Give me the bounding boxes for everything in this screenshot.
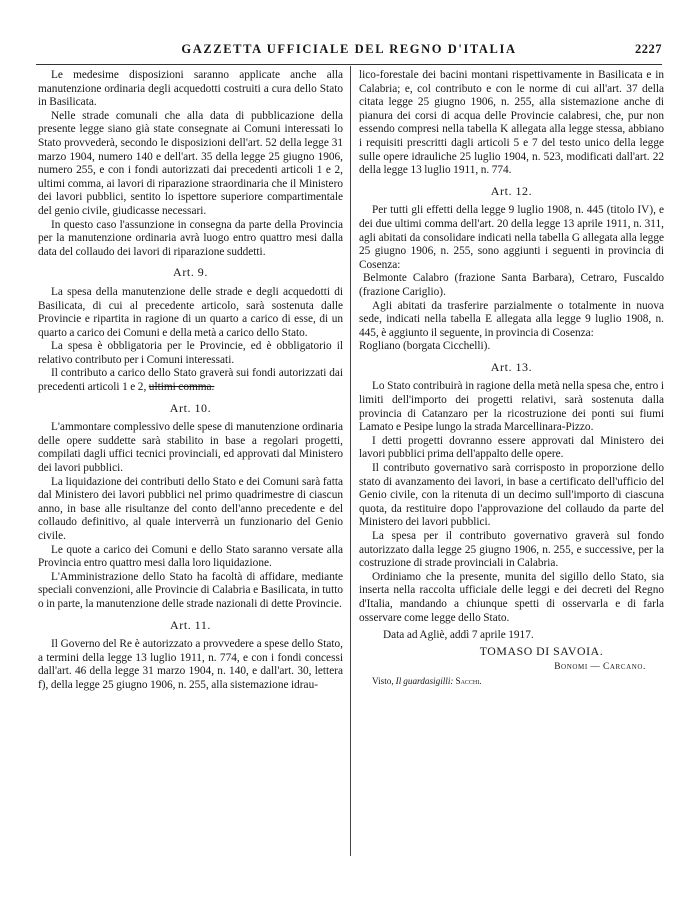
struck-text: ultimi comma. xyxy=(148,381,215,394)
paragraph: Belmonte Calabro (frazione Santa Barbara), Cetraro, Fuscaldo (frazione Cariglio). xyxy=(359,272,664,298)
page-number: 2227 xyxy=(635,42,662,56)
paragraph: La spesa per il contributo governativo graverà sul fondo autorizzato dalla legge 25 giugno 1906, n. 255, e successive, per la costruzione di strade provinciali in Calabria. xyxy=(359,530,664,570)
paragraph: La spesa è obbligatoria per le Provincie, ed è obbligatorio il relativo contributo per i Comuni interessati. xyxy=(38,340,343,366)
header-rule xyxy=(36,64,662,65)
article-heading: Art. 11. xyxy=(169,617,212,632)
paragraph: Le medesime disposizioni saranno applicate anche alla manutenzione ordinaria degli acquedotti costruiti a cura dello Stato in Basilicata. xyxy=(38,69,343,109)
article-heading: Art. 13. xyxy=(490,359,533,374)
signature-line: TOMASO DI SAVOIA. xyxy=(479,643,604,658)
paragraph: Rogliano (borgata Cicchelli). xyxy=(359,340,491,353)
gazette-title: GAZZETTA UFFICIALE DEL REGNO D'ITALIA xyxy=(181,42,517,56)
article-heading: Art. 9. xyxy=(173,265,208,280)
paragraph: In questo caso l'assunzione in consegna da parte della Provincia per la manutenzione ordinaria avrà luogo entro quattro mesi dalla data del collaudo dei lavori di riparazione suddetti. xyxy=(38,218,343,258)
left-column xyxy=(38,69,343,693)
visto-name: Sacchi. xyxy=(453,675,482,686)
paragraph: Lo Stato contribuirà in ragione della metà nella spesa che, entro i limiti dell'importo dei progetti relativi, sarà sostenuta dalla provincia di Catanzaro per la ricostruzione dei ponti sui fiumi Lamato e Pesipe lungo la strada Marcellinara-Pizzo. xyxy=(359,380,664,434)
paragraph: Nelle strade comunali che alla data di pubblicazione della presente legge siano già state consegnate ai Comuni interessati lo Stato provvederà, secondo le disposizioni dell'art. 52 della legge 31 marzo 1904, numero 140 e dell'art. 35 della legge 25 giugno 1906, numero 255, e con i fondi autorizzati dai precedenti articoli 1 e 2, ultimi comma, ai lavori di riparazione straordinaria che il Ministero dei lavori pubblici, sentito lo ispettore superiore compartimentale del genio civile, giudicasse necessari. xyxy=(38,109,343,217)
visto-prefix: Visto, xyxy=(372,675,396,686)
column-divider xyxy=(350,66,351,856)
paragraph: Il contributo governativo sarà corrisposto in proporzione dello stato di avanzamento dei lavori, in base a certificato dell'ufficio del Genio civile, con la ritenuta di un decimo sull'importo di ciascuna quota, da restituire dopo l'approvazione del collaudo da parte del Ministero dei lavori pubblici. xyxy=(359,462,664,529)
paragraph: L'Amministrazione dello Stato ha facoltà di affidare, mediante speciali convenzioni, alle Provincie di Calabria e Basilicata, in tutto o in parte, la manutenzione delle strade nazionali di dette Provincie. xyxy=(38,570,343,610)
paragraph: La liquidazione dei contributi dello Stato e dei Comuni sarà fatta dal Ministero dei lavori pubblici nel primo quadrimestre di ciascun anno, in base alle risultanze del conto dell'anno precedente e del collaudo definitivo, al quale interverrà un funzionario del Genio civile. xyxy=(38,475,343,542)
paragraph-text: Il contributo a carico dello Stato graverà sui fondi autorizzati dai precedenti articoli 1 e 2, xyxy=(38,367,343,394)
paragraph xyxy=(38,367,343,394)
paragraph: Agli abitati da trasferire parzialmente o totalmente in nuova sede, indicati nella tabella E allegata alla legge 9 luglio 1908, n. 445, è aggiunto il seguente, in provincia di Cosenza: xyxy=(359,299,664,339)
article-heading: Art. 10. xyxy=(169,400,212,415)
paragraph: Ordiniamo che la presente, munita del sigillo dello Stato, sia inserta nella raccolta ufficiale delle leggi e dei decreti del Regno d'Italia, mandando a chiunque spetti di osservarla e di farla osservare come legge dello Stato. xyxy=(359,570,664,624)
paragraph: La spesa della manutenzione delle strade e degli acquedotti di Basilicata, di cui al precedente articolo, sarà sostenuta dalle Provincie e ripartita in ragione di un quarto a carico di esse, di un quarto a carico dei Comuni e della metà a carico dello Stato. xyxy=(38,285,343,339)
paragraph-continuation: lico-forestale dei bacini montani rispettivamente in Basilicata e in Calabria; e, col contributo e con le norme di cui all'art. 37 della citata legge 25 giugno 1906, n. 255, alla sistemazione anche di pianura dei corsi di acqua delle Provincie calabresi, che, pur non essendo compresi nella tabella K allegata alla legge stessa, abbiano i requisiti prescritti dagli articoli 5 e 7 del testo unico della legge sulle opere idrauliche 25 luglio 1904, n. 523, modificati dall'art. 22 della legge 13 luglio 1911, n. 774. xyxy=(359,69,664,177)
article-heading: Art. 12. xyxy=(490,183,533,198)
countersignatures: Bonomi — Carcano. xyxy=(554,662,646,673)
visto-line xyxy=(359,675,664,689)
paragraph: L'ammontare complessivo delle spese di manutenzione ordinaria delle opere suddette sarà stabilito in base a regolari progetti, compilati dagli uffici tecnici provinciali, ed approvati dal Ministero dei lavori pubblici. xyxy=(38,421,343,475)
paragraph: Per tutti gli effetti della legge 9 luglio 1908, n. 445 (titolo IV), e dei due ultimi comma dell'art. 20 della legge 13 aprile 1911, n. 311, agli abitati da consolidare indicati nella tabella G allegata alla legge 25 giugno 1906, n. 255, sono aggiunti i seguenti in provincia di Cosenza: xyxy=(359,204,664,271)
right-column xyxy=(359,69,664,689)
paragraph: Il Governo del Re è autorizzato a provvedere a spese dello Stato, a termini della legge 13 luglio 1911, n. 774, e con i fondi concessi dall'art. 46 della legge 31 marzo 1904, n. 140, e dall'art. 30, lettera f), della legge 25 giugno 1906, n. 255, alla sistemazione idrau- xyxy=(38,638,343,691)
paragraph: I detti progetti dovranno essere approvati dal Ministero dei lavori pubblici prima dell'appalto delle opere. xyxy=(359,434,664,461)
visto-title: Il guardasigilli: xyxy=(395,675,454,686)
page-header xyxy=(36,42,662,62)
paragraph: Le quote a carico dei Comuni e dello Stato saranno versate alla Provincia entro quattro mesi dalla loro liquidazione. xyxy=(38,543,343,570)
date-line: Data ad Agliè, addì 7 aprile 1917. xyxy=(383,629,534,642)
